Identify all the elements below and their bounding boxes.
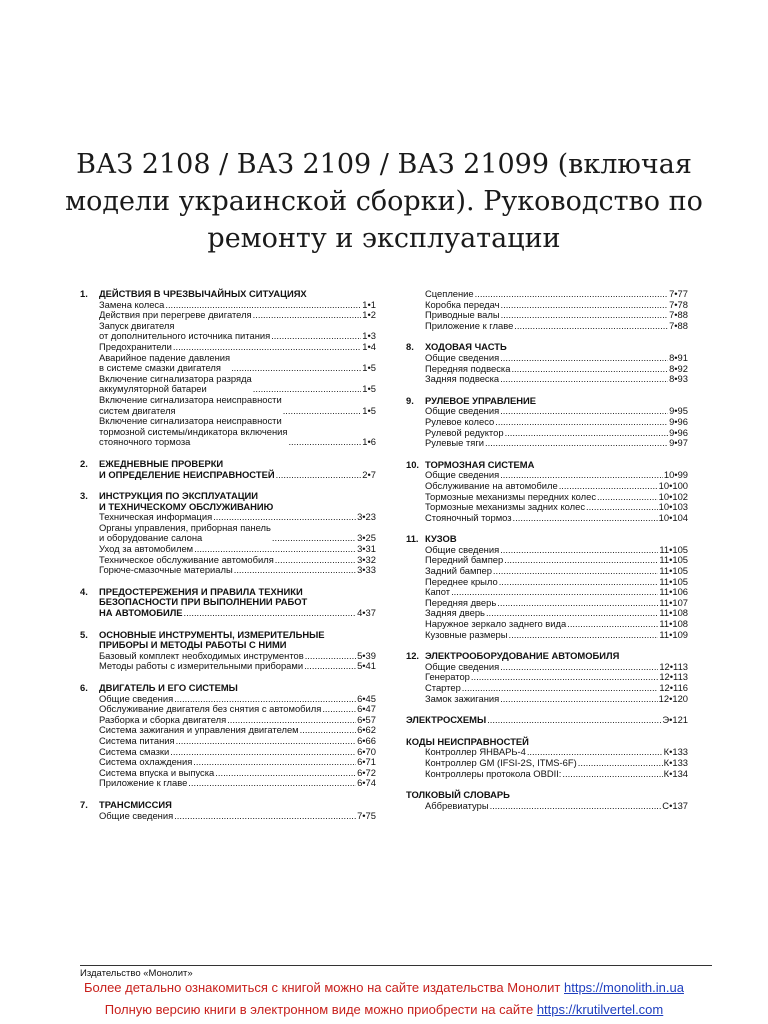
entry-title: Органы управления, приборная панель и оборудование салона bbox=[99, 521, 271, 544]
page-number: 11•106 bbox=[659, 586, 688, 598]
entry-title: Включение сигнализатора неисправности систем двигателя bbox=[99, 393, 282, 416]
section-heading bbox=[80, 289, 376, 300]
toc-entry[interactable] bbox=[406, 694, 688, 705]
entry-title: Общие сведения bbox=[425, 405, 500, 417]
dot-leader bbox=[500, 406, 668, 417]
dot-leader bbox=[174, 811, 356, 822]
entry-title: Задняя подвеска bbox=[425, 373, 500, 385]
page-number: 8•91 bbox=[669, 351, 688, 363]
entry-title: Аварийное падение давления в системе смазки двигателя bbox=[99, 351, 231, 374]
page-number: 10•103 bbox=[658, 501, 688, 513]
dot-leader bbox=[578, 758, 663, 769]
section-number: 10. bbox=[406, 458, 420, 470]
page-number: 10•100 bbox=[658, 479, 688, 491]
toc-entry[interactable] bbox=[406, 353, 688, 364]
dot-leader bbox=[597, 492, 658, 503]
page-number: К•133 bbox=[663, 756, 688, 768]
page-number: 6•70 bbox=[357, 745, 376, 757]
page-number: 3•31 bbox=[357, 543, 376, 555]
entry-title: Общие сведения bbox=[425, 469, 500, 481]
page-number: 5•41 bbox=[357, 660, 376, 672]
toc-section bbox=[406, 534, 688, 640]
toc-section bbox=[80, 289, 376, 448]
section-title-line: ТОЛКОВЫЙ СЛОВАРЬ bbox=[406, 789, 510, 801]
page-number: 6•62 bbox=[357, 724, 376, 736]
section-title bbox=[99, 587, 376, 608]
toc-section bbox=[80, 587, 376, 619]
section-title-last-line: И ОПРЕДЕЛЕНИЕ НЕИСПРАВНОСТЕЙ bbox=[99, 468, 275, 480]
entry-title: Кузовные размеры bbox=[425, 628, 508, 640]
entry-title: Включение сигнализатора неисправности тормозной системы/индикатора включения стояночного тормоза bbox=[99, 415, 288, 448]
dot-leader bbox=[500, 545, 658, 556]
page-number: К•133 bbox=[663, 746, 688, 758]
toc-entry[interactable] bbox=[80, 778, 376, 789]
page-number: 11•105 bbox=[659, 543, 688, 555]
entry-title: Включение сигнализатора разряда аккумуляторной батареи bbox=[99, 372, 252, 395]
entry-title: Техническое обслуживание автомобиля bbox=[99, 553, 274, 565]
section-number: 9. bbox=[406, 394, 414, 406]
toc-section bbox=[80, 683, 376, 789]
section-title-line: ТОРМОЗНАЯ СИСТЕМА bbox=[425, 458, 535, 470]
dot-leader bbox=[215, 768, 356, 779]
promo-line-1 bbox=[0, 980, 768, 995]
page-number: С•137 bbox=[662, 799, 688, 811]
section-title bbox=[99, 683, 376, 694]
section-title bbox=[99, 630, 376, 651]
page-number: 10•99 bbox=[663, 469, 688, 481]
dot-leader bbox=[193, 757, 356, 768]
section-title-line: ИНСТРУКЦИЯ ПО ЭКСПЛУАТАЦИИ bbox=[99, 490, 259, 502]
dot-leader bbox=[271, 331, 361, 342]
entry-title: Рулевое колесо bbox=[425, 415, 495, 427]
dot-leader bbox=[234, 565, 356, 576]
entry-title: Приложение к главе bbox=[99, 777, 188, 789]
page-number: 10•102 bbox=[658, 490, 688, 502]
toc-entry[interactable] bbox=[406, 769, 688, 780]
entry-title: Уход за автомобилем bbox=[99, 543, 194, 555]
entry-title: Предохранители bbox=[99, 340, 172, 352]
entry-title: Стояночный тормоз bbox=[425, 511, 512, 523]
dot-leader bbox=[497, 598, 658, 609]
page-number: 11•105 bbox=[659, 575, 688, 587]
dot-leader bbox=[505, 428, 669, 439]
toc-entry[interactable] bbox=[80, 811, 376, 822]
section-number: 3. bbox=[80, 490, 88, 502]
entry-title: Горюче-смазочные материалы bbox=[99, 564, 233, 576]
entry-title: Система зажигания и управления двигателем bbox=[99, 724, 299, 736]
section-title bbox=[99, 289, 376, 300]
toc-section bbox=[406, 737, 688, 779]
toc-entry[interactable] bbox=[80, 321, 376, 342]
entry-title: Наружное зеркало заднего вида bbox=[425, 618, 567, 630]
toc-entry[interactable] bbox=[406, 417, 688, 428]
section-number: 12. bbox=[406, 650, 420, 662]
section-number: 1. bbox=[80, 288, 88, 299]
section-heading bbox=[80, 683, 376, 694]
page-number: 1•6 bbox=[362, 436, 376, 448]
section-number: 11. bbox=[406, 533, 419, 545]
toc-entry[interactable] bbox=[406, 630, 688, 641]
page-number: 7•78 bbox=[669, 298, 688, 310]
page-number: 11•109 bbox=[659, 628, 688, 640]
section-heading bbox=[80, 491, 376, 512]
dot-leader bbox=[501, 310, 668, 321]
page-number: 1•1 bbox=[362, 298, 376, 310]
toc-left-column bbox=[80, 289, 376, 832]
dot-leader bbox=[495, 417, 668, 428]
section-heading-entry[interactable] bbox=[80, 608, 376, 619]
dot-leader bbox=[173, 342, 361, 353]
page-number: 11•108 bbox=[659, 607, 688, 619]
toc-entry[interactable] bbox=[80, 342, 376, 353]
toc-section bbox=[406, 715, 688, 726]
section-title-line: ОСНОВНЫЕ ИНСТРУМЕНТЫ, ИЗМЕРИТЕЛЬНЫЕ bbox=[99, 628, 325, 640]
entry-title: Переднее крыло bbox=[425, 575, 498, 587]
section-title-line: ПРИБОРЫ И МЕТОДЫ РАБОТЫ С НИМИ bbox=[99, 639, 287, 651]
entry-title: Тормозные механизмы задних колес bbox=[425, 501, 586, 513]
dot-leader bbox=[499, 577, 659, 588]
section-title-line: РУЛЕВОЕ УПРАВЛЕНИЕ bbox=[425, 394, 537, 406]
entry-title: Передний бампер bbox=[425, 554, 504, 566]
dot-leader bbox=[559, 481, 658, 492]
entry-title: Капот bbox=[425, 586, 451, 598]
toc-section bbox=[406, 342, 688, 384]
dot-leader bbox=[562, 769, 662, 780]
dot-leader bbox=[272, 533, 356, 544]
dot-leader bbox=[511, 364, 668, 375]
toc-entry[interactable] bbox=[80, 353, 376, 374]
toc-entry[interactable] bbox=[80, 736, 376, 747]
entry-title: Контроллер GM (IFSI-2S, ITMS-6F) bbox=[425, 756, 577, 768]
entry-title: Аббревиатуры bbox=[425, 799, 489, 811]
entry-title: Замок зажигания bbox=[425, 692, 500, 704]
entry-title: Запуск двигателя от дополнительного источника питания bbox=[99, 319, 271, 342]
toc-section bbox=[80, 459, 376, 480]
entry-title: Общие сведения bbox=[425, 660, 500, 672]
dot-leader bbox=[490, 801, 662, 812]
page-number: 6•74 bbox=[357, 777, 376, 789]
entry-title: Рулевые тяги bbox=[425, 437, 484, 449]
page-number: 10•104 bbox=[658, 511, 688, 523]
section-heading bbox=[80, 587, 376, 608]
dot-leader bbox=[275, 555, 356, 566]
toc-section bbox=[80, 491, 376, 576]
dot-leader bbox=[176, 736, 356, 747]
section-heading bbox=[80, 800, 376, 811]
section-title-line: КУЗОВ bbox=[425, 533, 457, 545]
entry-title: Система смазки bbox=[99, 745, 170, 757]
section-heading-entry[interactable] bbox=[80, 470, 376, 481]
toc-entry[interactable] bbox=[406, 481, 688, 492]
dot-leader bbox=[462, 683, 659, 694]
entry-title: Приложение к главе bbox=[425, 319, 514, 331]
entry-title: Тормозные механизмы передних колес bbox=[425, 490, 597, 502]
page-number: 5•39 bbox=[357, 649, 376, 661]
dot-leader bbox=[509, 630, 659, 641]
page-number: 6•45 bbox=[357, 692, 376, 704]
dot-leader bbox=[170, 747, 356, 758]
entry-title: Приводные валы bbox=[425, 309, 500, 321]
section-title bbox=[99, 459, 376, 470]
entry-title: Общие сведения bbox=[99, 692, 174, 704]
dot-leader bbox=[514, 321, 668, 332]
page-number: 4•37 bbox=[357, 607, 376, 619]
page-number: 11•105 bbox=[659, 565, 688, 577]
dot-leader bbox=[471, 672, 658, 683]
page-number: 3•25 bbox=[357, 532, 376, 544]
entry-title: Действия при перегреве двигателя bbox=[99, 309, 252, 321]
dot-leader bbox=[283, 406, 362, 417]
dot-leader bbox=[513, 513, 658, 524]
publisher-name: Издательство «Монолит» bbox=[80, 968, 193, 979]
toc-section bbox=[80, 630, 376, 672]
dot-leader bbox=[586, 502, 658, 513]
entry-title: Разборка и сборка двигателя bbox=[99, 713, 227, 725]
page-number: 7•75 bbox=[357, 809, 376, 821]
toc-entry[interactable] bbox=[80, 395, 376, 416]
entry-title: Контроллер ЯНВАРЬ-4 bbox=[425, 746, 526, 758]
toc-entry[interactable] bbox=[406, 801, 688, 812]
section-title-line: ДВИГАТЕЛЬ И ЕГО СИСТЕМЫ bbox=[99, 682, 238, 693]
page-number: 11•107 bbox=[659, 596, 688, 608]
entry-title: Передняя дверь bbox=[425, 596, 497, 608]
dot-leader bbox=[184, 608, 357, 619]
toc-section bbox=[406, 651, 688, 704]
entry-title: Система питания bbox=[99, 734, 175, 746]
page-number: 1•5 bbox=[362, 362, 376, 374]
page-number: К•134 bbox=[663, 767, 688, 779]
dot-leader bbox=[500, 374, 668, 385]
dot-leader bbox=[188, 778, 356, 789]
page-number: 7•88 bbox=[669, 309, 688, 321]
page-title: ВАЗ 2108 / ВАЗ 2109 / ВАЗ 21099 (включая модели украинской сборки). Руководство по ремонту и эксплуатации bbox=[65, 149, 703, 254]
dot-leader bbox=[475, 289, 668, 300]
page-number: 2•7 bbox=[362, 468, 376, 480]
entry-title: Коробка передач bbox=[425, 298, 500, 310]
entry-title: Система охлаждения bbox=[99, 756, 193, 768]
entry-title: Техническая информация bbox=[99, 511, 213, 523]
toc-entry[interactable] bbox=[406, 758, 688, 769]
entry-title: Контроллеры протокола OBDII: bbox=[425, 767, 562, 779]
dot-leader bbox=[288, 437, 361, 448]
entry-title: Обслуживание на автомобиле bbox=[425, 479, 558, 491]
entry-title: Общие сведения bbox=[99, 809, 174, 821]
entry-title: Задняя дверь bbox=[425, 607, 485, 619]
section-number: 4. bbox=[80, 585, 88, 597]
entry-title: Общие сведения bbox=[425, 351, 500, 363]
page-number: 3•32 bbox=[357, 553, 376, 565]
page-number: Э•121 bbox=[662, 714, 688, 726]
page-number: 1•4 bbox=[362, 340, 376, 352]
toc-entry[interactable] bbox=[80, 661, 376, 672]
section-heading bbox=[80, 630, 376, 651]
page-number: 7•88 bbox=[669, 319, 688, 331]
entry-title: Замена колеса bbox=[99, 298, 165, 310]
page-number: 1•5 bbox=[362, 404, 376, 416]
section-title bbox=[99, 491, 376, 512]
page-number: 6•47 bbox=[357, 703, 376, 715]
section-title-line: ТРАНСМИССИЯ bbox=[99, 798, 172, 810]
section-title-last-line: НА АВТОМОБИЛЕ bbox=[99, 607, 183, 619]
toc-entry[interactable] bbox=[406, 321, 688, 332]
entry-title: Задний бампер bbox=[425, 565, 492, 577]
page-number: 11•108 bbox=[659, 618, 688, 630]
dot-leader bbox=[567, 619, 658, 630]
toc-right-column bbox=[406, 289, 688, 822]
dot-leader bbox=[487, 715, 661, 726]
page-number: 12•113 bbox=[659, 660, 688, 672]
entry-title: Рулевой редуктор bbox=[425, 426, 504, 438]
entry-title: Базовый комплект необходимых инструментов bbox=[99, 649, 304, 661]
page-number: 1•2 bbox=[362, 309, 376, 321]
dot-leader bbox=[500, 694, 657, 705]
dot-leader bbox=[504, 555, 658, 566]
dot-leader bbox=[276, 470, 362, 481]
page-number: 8•93 bbox=[669, 373, 688, 385]
entry-title: Стартер bbox=[425, 682, 461, 693]
page-number: 3•23 bbox=[357, 511, 376, 523]
toc-entry[interactable] bbox=[406, 374, 688, 385]
page-number: 12•116 bbox=[659, 682, 688, 693]
page-number: 6•57 bbox=[357, 713, 376, 725]
dot-leader bbox=[500, 662, 658, 673]
section-title-line: ХОДОВАЯ ЧАСТЬ bbox=[425, 341, 507, 353]
toc-entry[interactable] bbox=[406, 289, 688, 300]
page-number: 12•120 bbox=[658, 692, 688, 704]
section-number: 7. bbox=[80, 798, 88, 810]
footer-divider bbox=[80, 965, 712, 966]
page-number: 3•33 bbox=[357, 564, 376, 576]
section-number: 8. bbox=[406, 341, 414, 353]
section-number: 2. bbox=[80, 457, 88, 469]
toc-entry[interactable] bbox=[80, 565, 376, 576]
toc-entry[interactable] bbox=[80, 523, 376, 544]
toc-entry[interactable] bbox=[80, 374, 376, 395]
dot-leader bbox=[305, 651, 356, 662]
entry-title: Передняя подвеска bbox=[425, 362, 511, 374]
section-title-line: ПРЕДОСТЕРЕЖЕНИЯ И ПРАВИЛА ТЕХНИКИ bbox=[99, 585, 303, 597]
page-number: 6•71 bbox=[357, 756, 376, 768]
section-number: 6. bbox=[80, 682, 88, 693]
section-heading-entry[interactable] bbox=[406, 715, 688, 726]
page-number: 8•92 bbox=[669, 362, 688, 374]
entry-title: Обслуживание двигателя без снятия с автомобиля bbox=[99, 703, 322, 715]
section-title-last-line: ЭЛЕКТРОСХЕМЫ bbox=[406, 714, 487, 726]
krutilvertel-link[interactable]: https://krutilvertel.com bbox=[536, 1002, 664, 1017]
page-number: 9•96 bbox=[669, 426, 688, 438]
toc-entry[interactable] bbox=[80, 416, 376, 448]
monolith-link[interactable]: https://monolith.in.ua bbox=[564, 980, 684, 995]
page-number: 9•96 bbox=[669, 415, 688, 427]
toc-entry[interactable] bbox=[406, 438, 688, 449]
dot-leader bbox=[253, 310, 362, 321]
promo-text-1: Более детально ознакомиться с книгой можно на сайте издательства Монолит bbox=[84, 980, 561, 995]
dot-leader bbox=[500, 300, 668, 311]
page-number: 6•66 bbox=[357, 734, 376, 746]
page-number: 11•105 bbox=[659, 554, 688, 566]
dot-leader bbox=[485, 438, 668, 449]
toc-section bbox=[80, 800, 376, 821]
toc-entry[interactable] bbox=[406, 513, 688, 524]
page-number: 6•72 bbox=[357, 766, 376, 778]
entry-title: Общие сведения bbox=[425, 543, 500, 555]
toc-entry[interactable] bbox=[406, 683, 688, 694]
section-title-line: ДЕЙСТВИЯ В ЧРЕЗВЫЧАЙНЫХ СИТУАЦИЯХ bbox=[99, 288, 307, 299]
toc-section bbox=[406, 289, 688, 331]
section-heading bbox=[80, 459, 376, 470]
toc-section bbox=[406, 460, 688, 524]
section-title-line: ЭЛЕКТРООБОРУДОВАНИЕ АВТОМОБИЛЯ bbox=[425, 650, 620, 662]
section-title-line: ЕЖЕДНЕВНЫЕ ПРОВЕРКИ bbox=[99, 457, 224, 469]
promo-text-2: Полную версию книги в электронном виде можно приобрести на сайте bbox=[104, 1002, 534, 1017]
dot-leader bbox=[300, 725, 356, 736]
page-number: 12•113 bbox=[659, 671, 688, 683]
entry-title: Система впуска и выпуска bbox=[99, 766, 215, 778]
page-number: 7•77 bbox=[669, 288, 688, 299]
section-number: 5. bbox=[80, 628, 88, 640]
dot-leader bbox=[304, 661, 356, 672]
section-title-line: И ТЕХНИЧЕСКОМУ ОБСЛУЖИВАНИЮ bbox=[99, 500, 274, 512]
toc-section bbox=[406, 790, 688, 811]
page-number: 1•3 bbox=[362, 330, 376, 342]
section-title bbox=[99, 800, 376, 811]
page-number: 9•95 bbox=[669, 405, 688, 417]
page-number: 1•5 bbox=[362, 383, 376, 395]
page-number: 9•97 bbox=[669, 437, 688, 449]
dot-leader bbox=[493, 566, 658, 577]
section-title-line: КОДЫ НЕИСПРАВНОСТЕЙ bbox=[406, 735, 529, 747]
entry-title: Методы работы с измерительными приборами bbox=[99, 660, 304, 672]
dot-leader bbox=[500, 353, 668, 364]
entry-title: Сцепление bbox=[425, 288, 474, 299]
entry-title: Генератор bbox=[425, 671, 470, 683]
toc-section bbox=[406, 396, 688, 449]
dot-leader bbox=[322, 704, 356, 715]
promo-line-2 bbox=[0, 1002, 768, 1017]
section-title-line: БЕЗОПАСНОСТИ ПРИ ВЫПОЛНЕНИИ РАБОТ bbox=[99, 596, 308, 608]
